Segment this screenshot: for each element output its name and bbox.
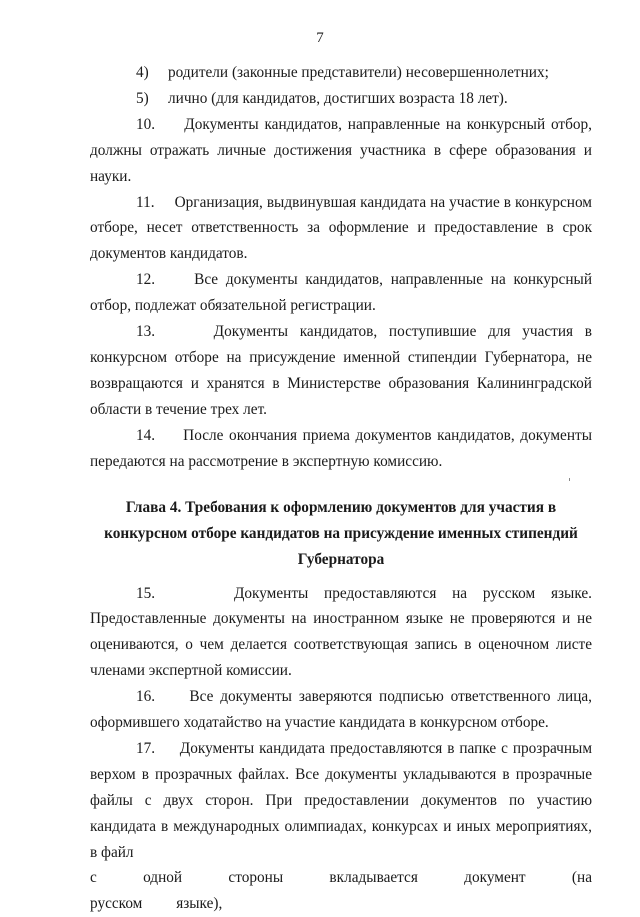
paragraph-number: 16. xyxy=(136,688,156,706)
paragraph-12 xyxy=(90,267,592,319)
paragraph-14 xyxy=(90,423,592,475)
list-item xyxy=(90,86,592,112)
document-body xyxy=(90,60,592,917)
paragraph-text: Документы предоставляются на русском языке. Предоставленные документы на иностранном языке не проверяются и не оцениваются, о чем делается соответствующая запись в оценочном листе членами экспертной комиссии. xyxy=(90,584,593,680)
paragraph-10 xyxy=(90,112,592,190)
list-item-number: 4) xyxy=(136,64,149,81)
paragraph-text: Документы кандидатов, поступившие для участия в конкурсном отборе на присуждение именной стипендии Губернатора, не возвращаются и хранятся в Министерстве образования Калининградской области в течение трех лет. xyxy=(90,323,592,418)
scan-speck xyxy=(569,478,570,481)
paragraph-11 xyxy=(90,190,592,268)
paragraph-number: 15. xyxy=(136,584,156,602)
list-item-text: родители (законные представители) несовершеннолетних; xyxy=(168,64,549,81)
page-number: 7 xyxy=(316,30,324,46)
paragraph-number: 13. xyxy=(136,323,156,341)
paragraph-number: 17. xyxy=(136,739,156,757)
chapter-heading: Глава 4. Требования к оформлению документов для участия в конкурсном отборе кандидатов на присуждение именных стипендий Губернатора xyxy=(104,498,578,568)
paragraph-number: 10. xyxy=(136,115,156,133)
list-item-text: лично (для кандидатов, достигших возраста 18 лет). xyxy=(168,89,508,107)
paragraph-text: Все документы кандидатов, направленные на конкурсный отбор, подлежат обязательной регистрации. xyxy=(90,271,592,315)
paragraph-17 xyxy=(90,736,592,866)
paragraph-17-continuation: с одной стороны вкладывается документ (на русском языке), xyxy=(90,869,592,913)
paragraph-text: Документы кандидата предоставляются в папке с прозрачным верхом в прозрачных файлах. Все документы укладываются в прозрачные файлы с двух сторон. При предоставлении документов по участию кандидата в международных олимпиадах, конкурсах и иных мероприятиях, в файл xyxy=(90,739,593,861)
paragraph-15 xyxy=(90,581,592,685)
paragraph-16 xyxy=(90,684,592,736)
paragraph-text: После окончания приема документов кандидатов, документы передаются на рассмотрение в экспертную комиссию. xyxy=(90,426,592,470)
paragraph-text: Документы кандидатов, направленные на конкурсный отбор, должны отражать личные достижения участника в сфере образования и науки. xyxy=(90,115,592,185)
paragraph-text: Все документы заверяются подписью ответственного лица, оформившего ходатайство на участие кандидата в конкурсном отборе. xyxy=(90,688,592,732)
list-item xyxy=(90,60,592,86)
list-item-number: 5) xyxy=(136,89,149,107)
paragraph-text: Организация, выдвинувшая кандидата на участие в конкурсном отборе, несет ответственность за оформление и предоставление в срок документов кандидатов. xyxy=(90,193,592,263)
paragraph-number: 12. xyxy=(136,271,156,289)
paragraph-number: 11. xyxy=(136,193,155,211)
paragraph-number: 14. xyxy=(136,426,156,444)
paragraph-13 xyxy=(90,319,592,423)
